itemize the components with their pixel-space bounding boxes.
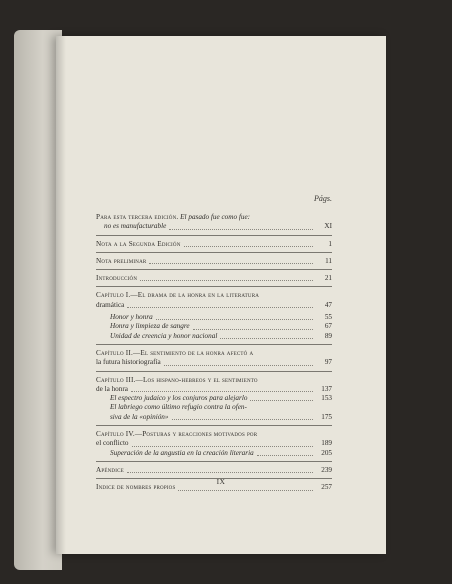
- leader-dots: [178, 490, 313, 491]
- toc-entry-capitulo-3: [96, 372, 332, 425]
- subsection-title: El labriego como último refugio contra la ofen-: [110, 403, 247, 412]
- leader-dots: [169, 229, 313, 230]
- leader-dots: [220, 338, 313, 339]
- toc-label: Para esta tercera edición.: [96, 213, 179, 221]
- subsection-title: Honor y honra: [110, 313, 153, 322]
- leader-dots: [193, 329, 313, 330]
- leader-dots: [127, 307, 313, 308]
- toc-entry-nota-preliminar: [96, 253, 332, 269]
- subsection-title: El espectro judaico y los conjuros para alejarlo: [110, 394, 248, 403]
- chapter-title: Capítulo IV.—Posturas y reacciones motivados por: [96, 430, 258, 439]
- toc-entry-nota-segunda: [96, 236, 332, 252]
- page-number: 153: [321, 394, 332, 403]
- subsection-title: Honra y limpieza de sangre: [110, 322, 190, 331]
- leader-dots: [140, 280, 313, 281]
- page-number: 205: [321, 448, 332, 457]
- leader-dots: [132, 446, 313, 447]
- toc-title-continued: no es manufacturable: [104, 222, 167, 231]
- toc-entry-tercera-edicion: [96, 209, 332, 235]
- page-number: 175: [321, 412, 332, 421]
- toc-entry-capitulo-1: [96, 287, 332, 343]
- toc-label: Apéndice: [96, 465, 124, 474]
- page-number: 1: [328, 239, 332, 248]
- chapter-title: Capítulo I.—El drama de la honra en la literatura: [96, 291, 260, 300]
- page-number: 11: [325, 256, 332, 265]
- page-number: 89: [324, 331, 332, 340]
- subsection-title: Unidad de creencia y honor nacional: [110, 331, 218, 340]
- chapter-title: Capítulo III.—Los hispano-hebreos y el sentimiento: [96, 375, 258, 384]
- chapter-title-continued: la futura historiografía: [96, 358, 161, 367]
- chapter-title-continued: de la honra: [96, 384, 128, 393]
- page-number: 55: [324, 313, 332, 322]
- toc-entry-introduccion: [96, 270, 332, 286]
- page-number: 239: [321, 465, 332, 474]
- leader-dots: [149, 263, 313, 264]
- toc-label: Nota preliminar: [96, 256, 147, 265]
- leader-dots: [131, 391, 313, 392]
- leader-dots: [164, 365, 313, 366]
- page-number: 257: [321, 483, 332, 492]
- page-number: 189: [321, 439, 332, 448]
- toc-label: Indice de nombres propios: [96, 483, 176, 492]
- toc-entry-capitulo-4: [96, 426, 332, 461]
- chapter-title-continued: el conflicto: [96, 439, 129, 448]
- leader-dots: [156, 319, 313, 320]
- page-number: XI: [324, 222, 332, 231]
- leader-dots: [172, 419, 314, 420]
- toc-entry-capitulo-2: [96, 345, 332, 371]
- page-number: 21: [324, 274, 332, 283]
- page-number: 47: [324, 300, 332, 309]
- leader-dots: [184, 246, 313, 247]
- left-page-edge: [14, 30, 62, 570]
- subsection-title: Superación de la angustia en la creación literaria: [110, 448, 254, 457]
- chapter-title-continued: dramática: [96, 300, 125, 309]
- leader-dots: [127, 472, 313, 473]
- page-number: 67: [324, 322, 332, 331]
- leader-dots: [250, 400, 313, 401]
- chapter-title: Capítulo II.—El sentimiento de la honra afectó a: [96, 348, 254, 357]
- toc-label: Introducción: [96, 274, 138, 283]
- page-number: 97: [324, 358, 332, 367]
- toc-label: Nota a la Segunda Edición: [96, 239, 181, 248]
- leader-dots: [257, 455, 313, 456]
- toc-entry-apendice: [96, 462, 332, 478]
- table-of-contents: [96, 209, 332, 496]
- pages-column-header: Págs.: [314, 194, 332, 203]
- folio-page-number: IX: [216, 477, 226, 486]
- toc-title: El pasado fue como fue:: [180, 213, 251, 221]
- page-number: 137: [321, 384, 332, 393]
- subsection-title-continued: siva de la «opinión»: [110, 412, 169, 421]
